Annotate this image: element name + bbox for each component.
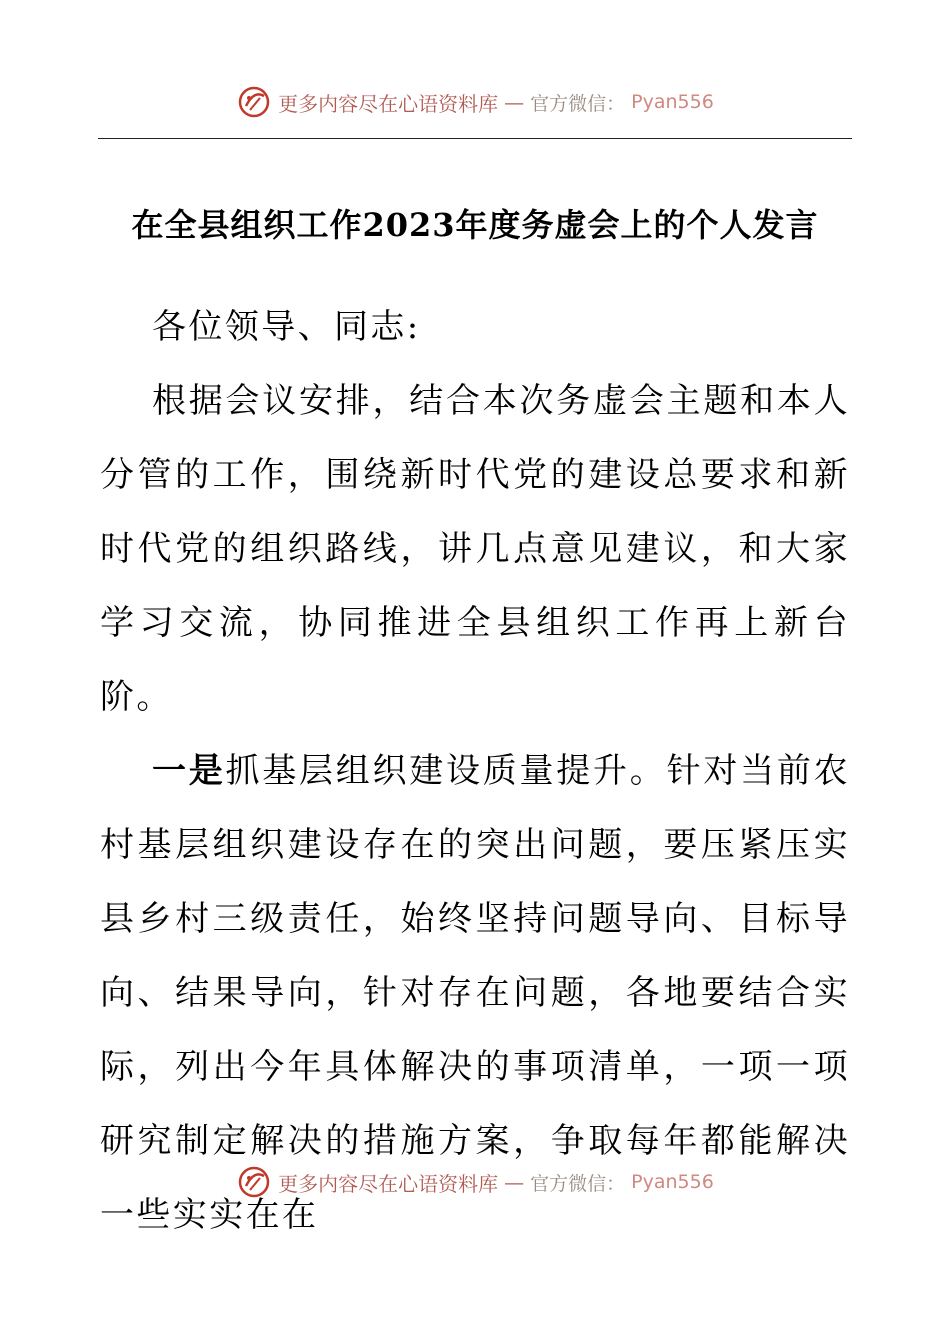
banner-brand: 更多内容尽在心语资料库 xyxy=(278,91,499,116)
greeting: 各位领导、同志: xyxy=(152,307,421,347)
document-body xyxy=(100,290,850,1252)
logo-icon xyxy=(236,1164,272,1200)
paragraph-2-lead: 一是 xyxy=(152,751,226,791)
banner-wechat-label: 官方微信： xyxy=(530,92,626,115)
banner-wechat-id: Pyan556 xyxy=(631,91,714,113)
header-banner xyxy=(0,84,950,120)
document-title: 在全县组织工作2023年度务虚会上的个人发言 xyxy=(131,206,819,244)
banner-wechat-label: 官方微信： xyxy=(530,1172,626,1195)
header-divider xyxy=(98,138,852,139)
banner-brand: 更多内容尽在心语资料库 xyxy=(278,1171,499,1196)
paragraph-2-text: 抓基层组织建设质量提升。针对当前农村基层组织建设存在的突出问题，要压紧压实县乡村三级责任，始终坚持问题导向、目标导向、结果导向，针对存在问题，各地要结合实际，列出今年具体解决的事项清单，一项一项研究制定解决的措施方案，争取每年都能解决一些实实在在 xyxy=(100,751,850,1235)
banner-dash: — xyxy=(504,1170,525,1194)
paragraph-1: 根据会议安排，结合本次务虚会主题和本人分管的工作，围绕新时代党的建设总要求和新时代党的组织路线，讲几点意见建议，和大家学习交流，协同推进全县组织工作再上新台阶。 xyxy=(100,381,850,717)
banner-wechat-id: Pyan556 xyxy=(631,1171,714,1193)
footer-banner xyxy=(0,1164,950,1200)
banner-dash: — xyxy=(504,90,525,114)
logo-icon xyxy=(236,84,272,120)
